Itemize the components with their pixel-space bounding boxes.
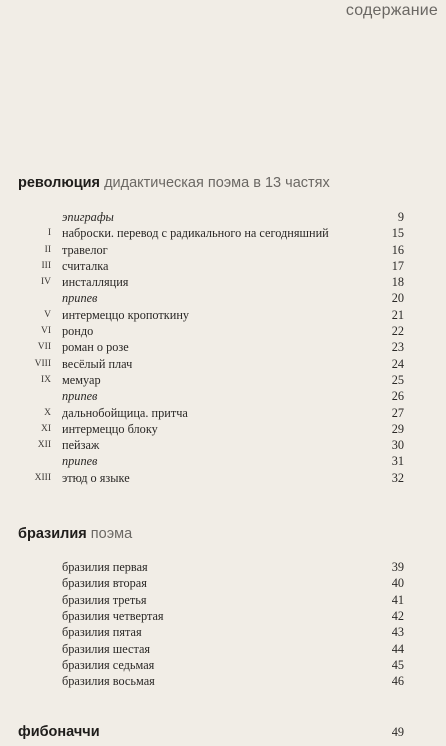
- toc-entry[interactable]: [0, 323, 446, 339]
- toc-page-number: 15: [391, 226, 404, 241]
- toc-entry[interactable]: [0, 453, 446, 469]
- toc-entry[interactable]: [0, 225, 446, 241]
- toc-page-number: 42: [391, 609, 404, 624]
- toc-page-number: 29: [391, 421, 404, 436]
- toc-page-number: 41: [391, 592, 404, 607]
- toc-entry[interactable]: [0, 307, 446, 323]
- toc-entry-numeral: X: [44, 407, 51, 418]
- toc-entry-title: бразилия пятая: [62, 625, 142, 640]
- toc-page-number: 25: [391, 372, 404, 387]
- toc-page-number: 30: [391, 438, 404, 453]
- toc-entry-numeral: IX: [40, 374, 51, 385]
- toc-entry-title: бразилия первая: [62, 560, 148, 574]
- toc-entry-title: бразилия шестая: [62, 641, 151, 656]
- toc-entry[interactable]: [0, 290, 446, 306]
- toc-entry-title: эпиграфы: [62, 210, 114, 224]
- toc-entry[interactable]: [0, 608, 446, 624]
- toc-entry-title: роман о розе: [62, 340, 129, 355]
- toc-page-number: 44: [391, 641, 404, 656]
- toc-list-brazil: [0, 559, 446, 690]
- toc-page-number: 31: [391, 454, 404, 469]
- toc-page-number: 32: [391, 470, 404, 485]
- toc-entry-title: наброски. перевод с радикального на сегодняшний: [62, 226, 329, 241]
- toc-entry-title: мемуар: [62, 372, 101, 387]
- toc-entry[interactable]: [0, 274, 446, 290]
- toc-page-number: 39: [391, 560, 404, 574]
- toc-page-number: 24: [391, 356, 404, 371]
- toc-page-number: 21: [391, 307, 404, 322]
- toc-entry-numeral: II: [44, 244, 51, 255]
- toc-entry-title: припев: [62, 389, 98, 404]
- toc-list-revolution: [0, 209, 446, 486]
- toc-entry[interactable]: [0, 209, 446, 225]
- toc-page-number: 46: [391, 674, 404, 689]
- toc-entry-numeral: IV: [40, 277, 51, 288]
- toc-entry-numeral: XI: [40, 423, 51, 434]
- toc-entry[interactable]: [0, 405, 446, 421]
- section-title-revolution: [18, 175, 330, 191]
- toc-entry-title: травелог: [62, 242, 108, 257]
- section-name: бразилия: [18, 526, 87, 542]
- toc-entry-title: бразилия восьмая: [62, 674, 155, 689]
- toc-entry-numeral: V: [44, 309, 51, 320]
- toc-entry[interactable]: [0, 559, 446, 575]
- toc-entry[interactable]: [0, 624, 446, 640]
- toc-page-number: 20: [391, 291, 404, 306]
- toc-entry[interactable]: [0, 356, 446, 372]
- toc-entry[interactable]: [0, 673, 446, 689]
- toc-entry[interactable]: [0, 437, 446, 453]
- toc-entry-numeral: VIII: [34, 358, 51, 369]
- toc-entry[interactable]: [0, 388, 446, 404]
- toc-entry[interactable]: [0, 575, 446, 591]
- toc-entry-title: интермеццо кропоткину: [62, 307, 190, 322]
- toc-page-number: 9: [397, 210, 404, 224]
- toc-entry-title: интермеццо блоку: [62, 421, 158, 436]
- toc-entry[interactable]: [0, 592, 446, 608]
- toc-entry-title: считалка: [62, 258, 109, 273]
- toc-entry-numeral: VII: [37, 342, 51, 353]
- section-subtitle: дидактическая поэма в 13 частях: [104, 175, 330, 191]
- section-name: фибоначчи: [18, 724, 100, 740]
- toc-page-number: 43: [391, 625, 404, 640]
- toc-page-number: 23: [391, 340, 404, 355]
- section-title-brazil: [18, 526, 132, 542]
- toc-page-number: 49: [391, 725, 404, 739]
- toc-entry[interactable]: [0, 242, 446, 258]
- toc-entry-title: бразилия третья: [62, 592, 147, 607]
- toc-entry-title: этюд о языке: [62, 470, 130, 485]
- toc-page-number: 27: [391, 405, 404, 420]
- page-header: содержание: [345, 2, 438, 19]
- toc-entry[interactable]: [0, 339, 446, 355]
- section-title-fibonacci: [18, 724, 100, 740]
- toc-entry-numeral: XIII: [34, 472, 51, 483]
- toc-entry[interactable]: [0, 372, 446, 388]
- toc-entry-numeral: VI: [40, 326, 51, 337]
- toc-page-number: 40: [391, 576, 404, 591]
- toc-entry-numeral: XII: [37, 440, 51, 451]
- toc-page-number: 17: [391, 258, 404, 273]
- toc-entry[interactable]: [0, 641, 446, 657]
- toc-entry[interactable]: [0, 657, 446, 673]
- toc-entry-title: бразилия седьмая: [62, 658, 155, 673]
- toc-entry-title: припев: [62, 454, 98, 469]
- toc-page-number: 16: [391, 242, 404, 257]
- toc-entry[interactable]: [0, 470, 446, 486]
- toc-entry-title: бразилия вторая: [62, 576, 147, 591]
- toc-entry-numeral: I: [47, 228, 51, 239]
- toc-page-number: 26: [391, 389, 404, 404]
- toc-page-number: 18: [391, 275, 404, 290]
- toc-entry-numeral: III: [41, 260, 51, 271]
- toc-entry[interactable]: [0, 258, 446, 274]
- toc-entry-title: дальнобойщица. притча: [62, 405, 188, 420]
- section-name: революция: [18, 175, 101, 191]
- toc-entry-title: весёлый плач: [62, 356, 133, 371]
- section-subtitle: поэма: [90, 526, 133, 542]
- toc-entry-title: бразилия четвертая: [62, 609, 164, 624]
- toc-page-number: 22: [391, 324, 404, 339]
- toc-entry-title: припев: [62, 291, 98, 306]
- toc-page-number: 45: [391, 658, 404, 673]
- toc-entry-title: рондо: [62, 324, 94, 339]
- toc-entry-title: пейзаж: [62, 438, 100, 453]
- toc-entry-title: инсталляция: [62, 275, 129, 290]
- toc-entry[interactable]: [0, 421, 446, 437]
